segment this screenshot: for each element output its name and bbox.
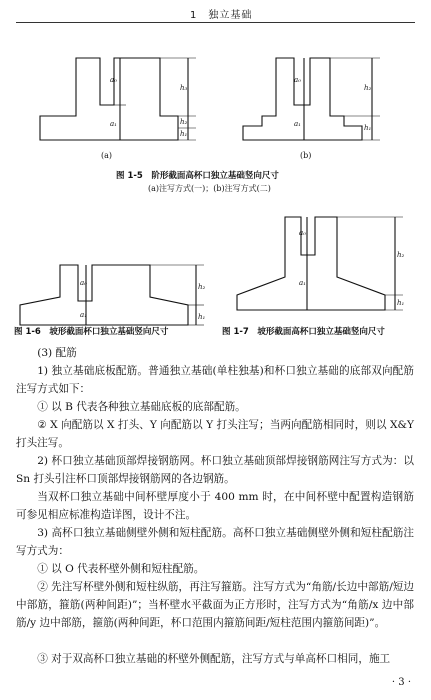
fig15a-a1: a₁	[110, 120, 117, 128]
fig15b-outline	[243, 58, 362, 140]
fig15-caption: 图 1-5 阶形截面高杯口独立基础竖向尺寸	[116, 171, 279, 181]
para-heading-reinforcement: (3) 配筋	[37, 347, 77, 359]
fig17-h1: h₁	[397, 299, 405, 307]
fig16-outline	[20, 265, 188, 325]
fig16-a0: a₀	[80, 279, 87, 287]
fig15-label-a: (a)	[101, 151, 113, 160]
fig17-caption: 图 1-7 坡形截面高杯口独立基础竖向尺寸	[222, 327, 385, 337]
para-high-cup: 3) 高杯口独立基础侧壁外侧和短柱配筋。高杯口独立基础侧壁外侧和短柱配筋注写方式为：	[16, 527, 414, 557]
fig17-a1: a₁	[299, 279, 306, 287]
fig15b-a0: a₀	[294, 76, 301, 84]
fig15a-h1: h₁	[180, 130, 188, 138]
page-header	[0, 0, 431, 24]
para-item-b: ① 以 B 代表各种独立基础底板的底部配筋。	[37, 401, 246, 413]
fig15b-h1: h₁	[364, 124, 372, 132]
para-cup-mesh: 2) 杯口独立基础顶部焊接钢筋网。杯口独立基础顶部焊接钢筋网注写方式为：以 Sn 打头引注杯口顶部焊接钢筋网的各边钢筋。	[16, 455, 414, 485]
para-item-o: ① 以 O 代表杯壁外侧和短柱配筋。	[37, 563, 205, 575]
para-item-double-high: ③ 对于双高杯口独立基础的杯壁外侧配筋，注写方式与单高杯口相同，施工	[37, 653, 391, 665]
header-rule	[16, 22, 415, 23]
fig16-h1: h₁	[198, 313, 206, 321]
figure-1-5	[0, 30, 431, 180]
running-head: 1 独立基础	[190, 10, 253, 21]
fig15a-h3: h₃	[180, 84, 188, 92]
fig15a-a0: a₀	[110, 76, 117, 84]
fig16-a1: a₁	[80, 311, 87, 319]
para-item-xy: ② X 向配筋以 X 打头、Y 向配筋以 Y 打头注写；当两向配筋相同时，则以 X&Y 打头注写。	[16, 419, 414, 449]
fig15-label-b: (b)	[300, 151, 312, 160]
fig15b-a1: a₁	[294, 120, 301, 128]
fig16-caption: 图 1-6 坡形截面杯口独立基础竖向尺寸	[14, 327, 169, 337]
fig17-a0: a₀	[299, 229, 306, 237]
para-base-reinforcement: 1) 独立基础底板配筋。普通独立基础(单柱独基)和杯口独立基础的底部双向配筋注写方式如下：	[16, 365, 414, 395]
fig16-h2: h₂	[198, 283, 206, 291]
fig15a-h2: h₂	[180, 118, 188, 126]
fig17-h2: h₂	[397, 251, 405, 259]
figure-1-7	[225, 205, 425, 320]
fig15b-h2: h₂	[364, 84, 372, 92]
figure-1-6	[10, 255, 220, 335]
para-item-longitudinal: ② 先注写杯壁外侧和短柱纵筋，再注写箍筋。注写方式为“角筋/长边中部筋/短边中部筋，箍筋(两种间距)”；当杯壁水平截面为正方形时，注写方式为“角筋/x 边中部筋/y 边中部筋，箍筋(两种间距，杯口范围内箍筋间距/短柱范围内箍筋间距)”。	[16, 581, 414, 629]
fig15a-outline	[40, 58, 178, 140]
fig15-subcaption: (a)注写方式(一)；(b)注写方式(二)	[148, 184, 271, 193]
fig17-outline	[237, 217, 385, 310]
page-number: · 3 ·	[391, 677, 411, 688]
para-double-cup: 当双杯口独立基础中间杯壁厚度小于 400 mm 时，在中间杯壁中配置构造钢筋可参见相应标准构造详图，设计不注。	[16, 491, 414, 521]
